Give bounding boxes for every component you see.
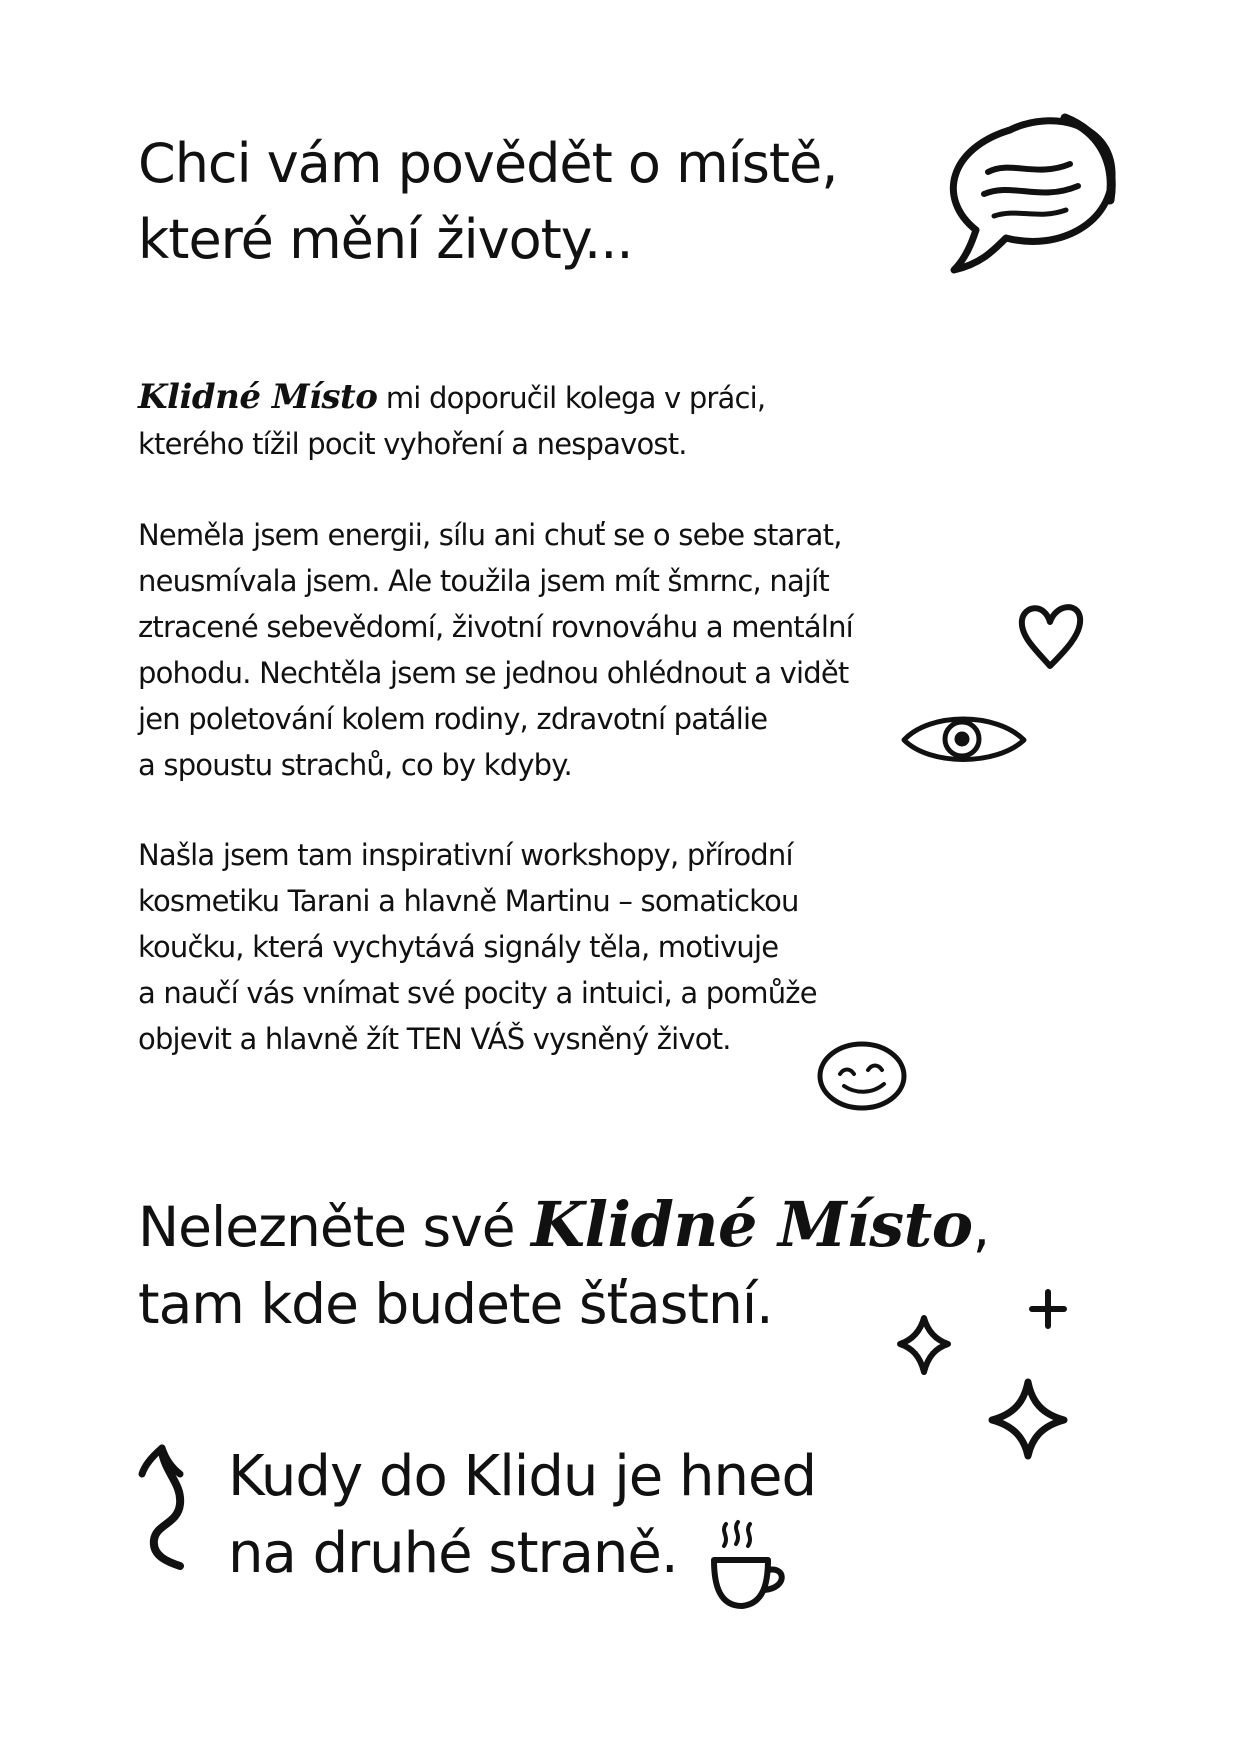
paragraph-1-line-2: kterého tížil pocit vyhoření a nespavost.: [138, 427, 687, 461]
paragraph-2-line: ztracené sebevědomí, životní rovnováhu a mentální: [138, 610, 853, 644]
paragraph-3-line: kosmetiku Tarani a hlavně Martinu – somatickou: [138, 884, 799, 918]
cta-heading-line-2: tam kde budete šťastní.: [138, 1272, 773, 1336]
brand-name-large: Klidné Místo: [531, 1188, 973, 1261]
paragraph-2-line: a spoustu strachů, co by kdyby.: [138, 748, 572, 782]
sparkles-icon: [892, 1290, 1082, 1460]
intro-heading: [138, 126, 837, 278]
paragraph-3-line: a naučí vás vnímat své pocity a intuici, a pomůže: [138, 976, 817, 1010]
paragraph-1-line-1-text: mi doporučil kolega v práci,: [377, 381, 766, 415]
intro-heading-line-2: které mění životy...: [138, 208, 633, 271]
paragraph-2-line: neusmívala jsem. Ale toužila jsem mít šmrnc, najít: [138, 564, 830, 598]
intro-heading-line-1: Chci vám povědět o místě,: [138, 132, 838, 195]
paragraph-3-line: koučku, která vychytává signály těla, motivuje: [138, 930, 779, 964]
next-page-heading-line-1: Kudy do Klidu je hned: [228, 1444, 816, 1509]
paragraph-1-line-1: [138, 374, 765, 421]
paragraph-struggles: [138, 512, 853, 788]
smiley-face-icon: [816, 1040, 908, 1112]
cta-heading-comma: ,: [972, 1195, 990, 1259]
paragraph-3-line: objevit a hlavně žít TEN VÁŠ vysněný život.: [138, 1022, 731, 1056]
next-page-heading-line-2: na druhé straně.: [228, 1521, 678, 1586]
speech-bubble-icon: [940, 112, 1120, 287]
eye-icon: [900, 712, 1028, 768]
cta-heading-start: Nelezněte své: [138, 1195, 532, 1259]
paragraph-3-line: Našla jsem tam inspirativní workshopy, přírodní: [138, 838, 793, 872]
paragraph-2-line: Neměla jsem energii, sílu ani chuť se o sebe starat,: [138, 518, 842, 552]
paragraph-discovery: [138, 832, 817, 1062]
coffee-cup-icon: [708, 1520, 790, 1612]
curvy-arrow-icon: [136, 1444, 196, 1570]
brand-name: Klidné Místo: [138, 377, 378, 417]
paragraph-2-line: jen poletování kolem rodiny, zdravotní patálie: [138, 702, 768, 736]
heart-icon: [1016, 600, 1088, 672]
cta-heading: [138, 1186, 989, 1343]
cta-heading-line-1: [138, 1186, 989, 1266]
paragraph-2-line: pohodu. Nechtěla jsem se jednou ohlédnout a vidět: [138, 656, 849, 690]
paragraph-recommendation: [138, 374, 765, 467]
